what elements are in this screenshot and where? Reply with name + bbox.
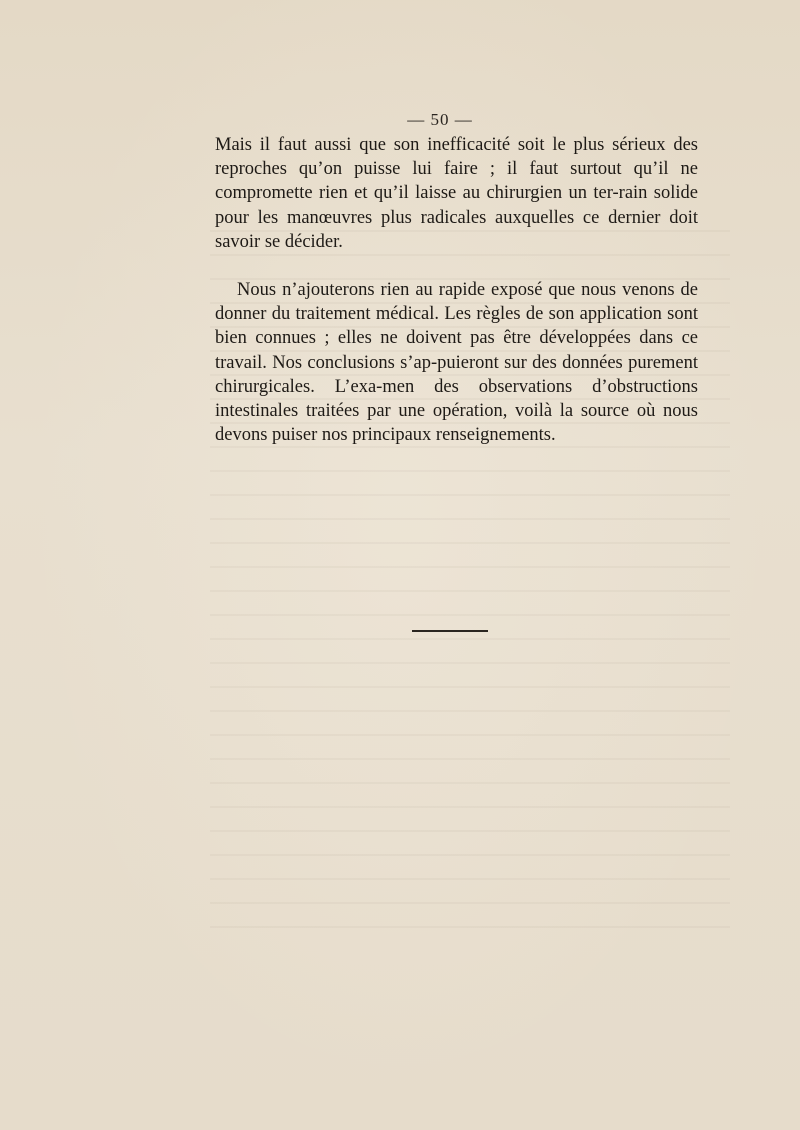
paragraph-1: Mais il faut aussi que son inefficacité soit le plus sérieux des reproches qu’on puisse lui faire ; il faut surtout qu’il ne compromette rien et qu’il laisse au chirurgien un ter-rain solide pour les manœuvres plus radicales auxquelles ce dernier doit savoir se décider. (215, 135, 698, 252)
body-text (215, 133, 698, 447)
page-number: — 50 — (407, 110, 473, 129)
paragraph-2: Nous n’ajouterons rien au rapide exposé que nous venons de donner du traitement médical. Les règles de son application sont bien connues ; elles ne doivent pas être développées dans ce travail. Nos conclusions s’ap-puieront sur des données purement chirurgicales. L’exa-men des observations d’obstructions intestinales traitées par une opération, voilà la source où nous devons puiser nos principaux renseignements. (215, 280, 698, 446)
section-divider (412, 630, 488, 632)
